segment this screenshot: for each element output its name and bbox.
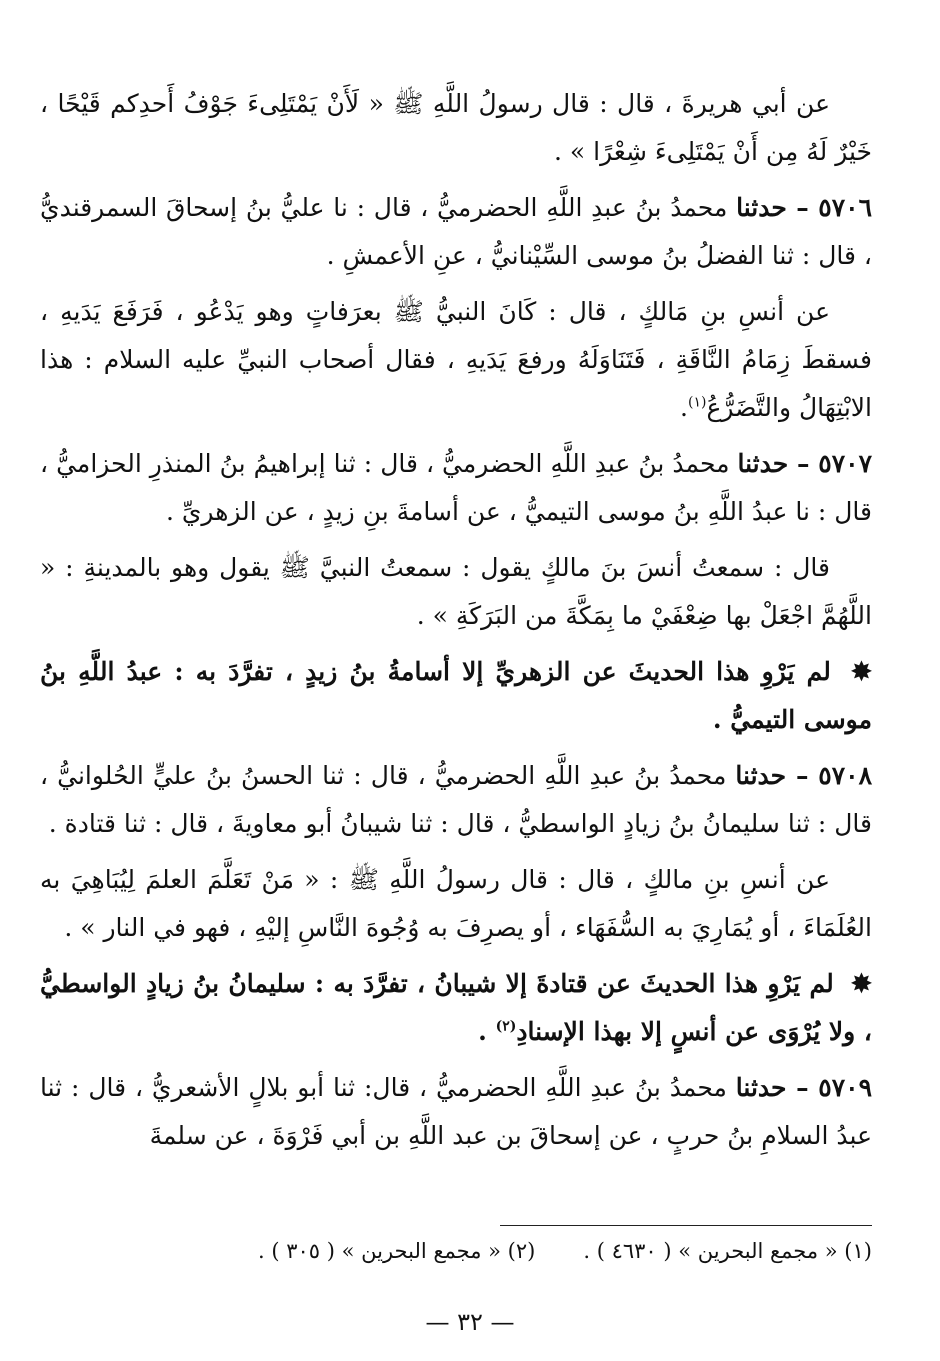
paragraph-text: محمدُ بنُ عبدِ اللَّهِ الحضرميُّ ، قال : ثنا الحسنُ بنُ عليٍّ الحُلوانيُّ ، قال : ثنا سليمانُ بنُ زيادٍ الواسطيُّ ، قال : ثنا شيبانُ أبو معاويةَ ، قال : ثنا قتادة . xyxy=(40,761,872,838)
paragraph-hadith-text xyxy=(40,80,872,176)
paragraph-text: قال : سمعتُ أنسَ بنَ مالكٍ يقول : سمعتُ النبيَّ ﷺ يقول وهو بالمدينةِ : « اللَّهُمَّ اجْعَلْ بها ضِعْفَيْ ما بِمَكَّةَ من البَرَكَةِ » . xyxy=(40,553,872,630)
footnotes xyxy=(60,1236,872,1270)
page-body xyxy=(40,80,872,1355)
paragraph-text: لم يَرْوِ هذا الحديثَ عن الزهريِّ إلا أسامةُ بنُ زيدٍ ، تفرَّدَ به : عبدُ اللَّهِ بنُ موسى التيميُّ . xyxy=(40,657,872,734)
paragraph-text: محمدُ بنُ عبدِ اللَّهِ الحضرميُّ ، قال : ثنا إبراهيمُ بنُ المنذرِ الحزاميُّ ، قال : نا عبدُ اللَّهِ بنُ موسى التيميُّ ، عن أسامةَ بنِ زيدٍ ، عن الزهريِّ . xyxy=(40,449,872,526)
paragraph-text: محمدُ بنُ عبدِ اللَّهِ الحضرميُّ ، قال : نا عليُّ بنُ إسحاقَ السمرقنديُّ ، قال : ثنا الفضلُ بنُ موسى السِّيْنانيُّ ، عنِ الأعمشِ . xyxy=(40,193,872,270)
paragraph-text: لم يَرْوِ هذا الحديثَ عن قتادةَ إلا شيبانُ ، تفرَّدَ به : سليمانُ بنُ زيادٍ الواسطيُّ ، ولا يُرْوَى عن أنسٍ إلا بهذا الإسنادِ xyxy=(40,969,872,1046)
paragraph-hadith-text xyxy=(40,856,872,952)
paragraph-hadith-5707 xyxy=(40,440,872,536)
hadith-number: ٥٧٠٩ – حدثنا xyxy=(735,1073,872,1102)
paragraph-text: محمدُ بنُ عبدِ اللَّهِ الحضرميُّ ، قال: ثنا أبو بلالٍ الأشعريُّ ، قال : ثنا عبدُ السلامِ بنُ حربٍ ، عن إسحاقَ بن عبد اللَّهِ بن أبي فَرْوَةَ ، عن سلمةَ xyxy=(40,1073,872,1150)
footnote-2: (٢) « مجمع البحرين » ( ٣٠٥ ) . xyxy=(258,1239,536,1263)
star-icon: ✸ xyxy=(851,969,872,998)
footnote-divider xyxy=(500,1225,872,1226)
paragraph-commentary xyxy=(40,648,872,744)
footnote-1: (١) « مجمع البحرين » ( ٤٦٣٠ ) . xyxy=(583,1239,872,1263)
paragraph-hadith-text xyxy=(40,544,872,640)
paragraph-text: عن أبي هريرةَ ، قال : قال رسولُ اللَّهِ ﷺ « لَأَنْ يَمْتَلِىءَ جَوْفُ أَحدِكم قَيْحًا ، خَيْرٌ لَهُ مِن أَنْ يَمْتَلِىءَ شِعْرًا » . xyxy=(40,89,872,166)
paragraph-text: عن أنسِ بنِ مَالكٍ ، قال : كَانَ النبيُّ ﷺ بعرَفاتٍ وهو يَدْعُو ، فَرَفَعَ يَدَيهِ ، فسقطَ زِمَامُ النَّاقَةِ ، فَتَنَاوَلَهُ ورفعَ يَدَيهِ ، فقال أصحاب النبيِّ عليه السلام : هذا الابْتِهَالُ والتَّضَرُّعُ xyxy=(40,297,872,422)
star-icon: ✸ xyxy=(851,657,872,686)
paragraph-hadith-text: عن أنسِ بنِ مَالكٍ ، قال : كَانَ النبيُّ ﷺ بعرَفاتٍ وهو يَدْعُو ، فَرَفَعَ يَدَيهِ ، فسقطَ زِمَامُ النَّاقَةِ ، فَتَنَاوَلَهُ ورفعَ يَدَيهِ ، فقال أصحاب النبيِّ عليه السلام : هذا الابْتِهَالُ والتَّضَرُّعُ$^{(١)}$. xyxy=(40,297,872,422)
hadith-number: ٥٧٠٦ – حدثنا xyxy=(736,193,872,222)
hadith-number: ٥٧٠٨ – حدثنا xyxy=(735,761,872,790)
paragraph-commentary: ✸ لم يَرْوِ هذا الحديثَ عن قتادةَ إلا شيبانُ ، تفرَّدَ به : سليمانُ بنُ زيادٍ الواسطيُّ ، ولا يُرْوَى عن أنسٍ إلا بهذا الإسنادِ$^{(٢)}$ . xyxy=(40,969,872,1046)
paragraph-text: عن أنسِ بنِ مالكٍ ، قال : قال رسولُ اللَّهِ ﷺ : « مَنْ تَعَلَّمَ العلمَ لِيُبَاهِيَ به العُلَمَاءَ ، أو يُمَارِيَ به السُّفَهَاء ، أو يصرِفَ به وُجُوهَ النَّاسِ إليْهِ ، فهو في النار » . xyxy=(40,865,872,942)
paragraph-hadith-5706 xyxy=(40,184,872,280)
hadith-number: ٥٧٠٧ – حدثنا xyxy=(737,449,872,478)
footnote-ref: (٢) xyxy=(495,1018,517,1035)
paragraph-hadith-5709 xyxy=(40,1064,872,1160)
paragraph-hadith-5708 xyxy=(40,752,872,848)
page-number: — ٣٢ — xyxy=(425,1308,515,1336)
footnote-ref: (١) xyxy=(688,394,707,411)
